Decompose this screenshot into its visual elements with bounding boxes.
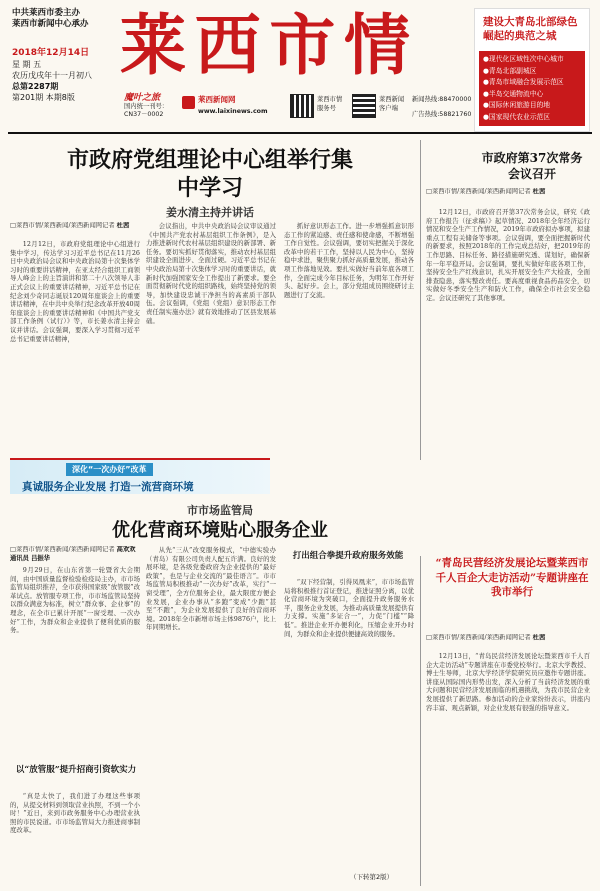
ad-hotline: 广告热线:58821760 bbox=[412, 110, 472, 118]
market-byline bbox=[10, 546, 140, 563]
issue-total: 总第2287期 bbox=[12, 82, 59, 91]
nav-item: ●半岛交通物流中心 bbox=[483, 89, 544, 98]
forum-body bbox=[426, 652, 590, 884]
forum-headline: “青岛民营经济发展论坛暨莱西市千人百企大走访活动”专题讲座在我市举行 bbox=[435, 557, 589, 598]
market-col-2 bbox=[146, 546, 276, 884]
forum-paragraph: 12月13日，“青岛民营经济发展论坛暨莱西市千人百企大走访活动”专题讲座在市委党校举行。北京大学教授、博士生导师，北京大学经济学院研究员应邀作专题讲座。讲座从国际国内形势出发，深入分析了当前经济发展的重大问题和民营经济发展面临的机遇挑战，为我市民营企业发展提供了新思路。参加活动的企业家纷纷表示，讲座内容丰富、观点新颖，对企业发展有很强的指导意义。 bbox=[426, 652, 590, 712]
byline-name: 高欢欢 通讯员 吕振华 bbox=[10, 546, 136, 562]
newspaper-title bbox=[120, 4, 410, 86]
subsection-title: 以“放管服”提升招商引资软实力 bbox=[15, 765, 137, 775]
masthead-divider bbox=[8, 132, 592, 134]
banner-title: 真诚服务企业发展 打造一流营商环境 bbox=[22, 481, 194, 493]
title-char-2: 西 bbox=[194, 6, 261, 84]
market-col-1 bbox=[10, 566, 140, 762]
byline-prefix: □莱西市情/莱西新闻/莱西新闻网记者 bbox=[10, 222, 115, 229]
nav-item: ●国家现代农业示范区 bbox=[483, 112, 551, 121]
lead-paragraph: 会议指出，中共中央政治局会议审议通过《中国共产党农村基层组织工作条例》，是入力推进新时代农村基层组织建设的新部署、新任务。要切实抓好贯彻落实，推动农村基层组织建设全面进步、全面过硬。习近平总书记在中央政治局第十次集体学习时的重要讲话，就新时代加强国家安全工作提出了新要求。要全面贯彻新时代党的组织路线，始终坚持党的领导，加快建设忠诚干净担当的高素质干部队伍。会议强调，《党组（党组）意识形态工作责任制实施办法》就有效地推动了区县发展基础。 bbox=[146, 222, 276, 325]
website-icon bbox=[182, 96, 195, 109]
app-qr-block bbox=[352, 94, 408, 126]
website-name: 莱西新闻网 bbox=[198, 95, 236, 104]
lead-headline: 市政府党组理论中心组举行集中学习 bbox=[66, 147, 353, 201]
brand-logo bbox=[124, 94, 176, 126]
market-col-3 bbox=[284, 578, 414, 868]
info-strip bbox=[120, 92, 470, 128]
byline-prefix: □莱西市情/莱西新闻/莱西新闻网记者 bbox=[10, 546, 115, 553]
market-paragraph: 9月29日，在山东省第一轮暨省大会期间，由中国质量监督检验检疫局主办，市市场监管局组织推荐，全市获得国家级“放管服”改革试点。放管服专项工作，市市场监管局坚持以群众满意为标准，树立“群众事、企业事”的理念，在全市已累计开展“一窗受理、一次办好”工作，为群众和企业提供了便利优质的服务。 bbox=[10, 566, 140, 635]
nav-item: ●青岛北部副城区 bbox=[483, 66, 537, 75]
cn-code-label: 国内统一刊号： bbox=[124, 102, 169, 110]
market-headline: 优化营商环境贴心服务企业 bbox=[112, 520, 328, 541]
nav-item: ●青岛市域融合发展示范区 bbox=[483, 78, 564, 86]
market-paragraph: 从先“三从”改变服务模式，“中德实验办（青岛）有限公司负责人配五许满。良好的发展环境，是各级党委政府为企业提供的“最好政策”，也是与企业交流的“最佳语言”。市市场监管局积极推动“一次办好”改革，实行“一窗受理”，全方位服务企业，最大限度方便企业发展，企业办事从“多跑”变成“少跑”甚至“不跑”，为企业发展提供了良好的营商环境。2018年全市新增市场主体9876户，比上年同期增长。 bbox=[146, 546, 276, 632]
byline-name: 杜茜 bbox=[532, 634, 546, 641]
masthead-info bbox=[12, 8, 114, 103]
cn-code: CN37－0002 bbox=[124, 111, 164, 118]
lead-col-2 bbox=[146, 222, 276, 455]
side-section-title: 打出组合拳提升政府服务效能 bbox=[292, 551, 404, 561]
market-paragraph: “双下经营制，引得凤凰来”，市市场监管局将积极推行首证登记，推进证照分离，以优化营商环境为突破口，全面提升政务服务水平，服务企业发展，为推动高质量发展提供有力支撑。实施“多证合一”，力促“门槛”“降低”。推进企业开办便利化，压缩企业开办时间，为群众和企业提供便捷高效的服务。 bbox=[284, 578, 414, 638]
lead-col-1 bbox=[10, 240, 140, 455]
nav-item: ●国际休闲旅游目的地 bbox=[483, 101, 551, 109]
market-col-1b bbox=[10, 792, 140, 884]
hotlines bbox=[412, 96, 492, 119]
slogan-text: 建设大青岛北部绿色崛起的典范之城 bbox=[483, 16, 578, 42]
title-char-4: 情 bbox=[343, 6, 410, 84]
lead-col-3 bbox=[284, 222, 414, 455]
wechat-label: 莱西市情服务号 bbox=[317, 96, 343, 112]
lead-paragraph: 抓好意识形态工作。进一步增强抓意识形态工作的紧迫感、责任感和使命感，不断增强工作自觉性。会议强调，要切实把握关于深化改革中的若干工作，坚持以人民为中心，坚持稳中求进，聚焦聚力抓好高质量发展，推动各项工作落地见效。要扎实做好当前年底各项工作，全面完成今年目标任务，为明年工作开好头、起好步。会上，部分党组成员围绕研讨主题进行了交流。 bbox=[284, 222, 414, 299]
issue-lunar: 农历戊戌年十一月初八 bbox=[12, 71, 92, 80]
qr-code-icon bbox=[290, 94, 314, 118]
app-label: 莱西新闻客户端 bbox=[379, 96, 405, 112]
issue-weekday: 星 期 五 bbox=[12, 60, 42, 69]
meeting-body bbox=[426, 208, 590, 548]
meeting-paragraph: 12月12日，市政府召开第37次常务会议，研究《政府工作报告（征求稿）》起草情况、2018年全年经济运行情况和安全生产工作情况，2019年市政府拟办事项，拟建重点工程有关储备等事项。会议强调，要全面把握新时代的新要求，按照2018年的工作完成总结好，把2019年的工作思路、目标任务、路径措施研究透、谋划好，确保新年一年平稳开局。会议强调，要扎实做好年底各项工作，坚持安全生产红线意识，扎实开展安全生产大检查，全面排查隐患，落实整改责任。要高度重视食品药品安全，切实做好冬季安全生产和防火工作，确保全市社会安全稳定。会议还研究了其他事项。 bbox=[426, 208, 590, 302]
meeting-byline bbox=[426, 188, 590, 197]
lead-byline bbox=[10, 222, 140, 231]
byline-prefix: □莱西市情/莱西新闻/莱西新闻网记者 bbox=[426, 634, 531, 641]
market-kicker: 市市场监管局 bbox=[187, 504, 253, 517]
banner-tag: 深化“一次办好”改革 bbox=[66, 463, 153, 476]
lead-subhead: 姜水清主持并讲话 bbox=[166, 206, 254, 219]
nav-list bbox=[479, 51, 585, 126]
byline-prefix: □莱西市情/莱西新闻/莱西新闻网记者 bbox=[426, 188, 531, 195]
issue-date: 2018年12月14日 bbox=[12, 48, 90, 58]
column-rule bbox=[420, 556, 421, 886]
qr-code-icon bbox=[352, 94, 376, 118]
column-rule bbox=[420, 140, 421, 460]
publisher-line2: 莱西市新闻中心承办 bbox=[12, 19, 89, 29]
byline-name: 杜茜 bbox=[116, 222, 130, 229]
issue-week: 第201期 本期8版 bbox=[12, 93, 75, 102]
byline-name: 杜茜 bbox=[532, 188, 546, 195]
wechat-qr-block bbox=[290, 94, 346, 126]
title-char-1: 莱 bbox=[120, 6, 186, 84]
nav-item: ●现代化区域性次中心城市 bbox=[483, 55, 564, 63]
website-block[interactable] bbox=[182, 94, 282, 126]
lead-paragraph: 12月12日，市政府党组理论中心组进行集中学习，传达学习习近平总书记在11月26日中央政治局会议和中央政治局第十次集体学习时的重要讲话精神，在亚太经合组织工商领导人峰会上的主旨演讲和第二十八次领导人非正式会议上的重要讲话精神，习近平总书记在纪念刘少奇同志诞辰120周年座谈会上的重要讲话精神，在中共中央举行纪念改革开放40周年座谈会上的重要讲话精神和《中国共产党支部工作条例（试行）》等，市长姜水清主持会议并讲话。会议强调，要深入学习贯彻习近平总书记重要讲话精神， bbox=[10, 240, 140, 343]
publisher-line1: 中共莱西市委主办 bbox=[12, 8, 81, 18]
meeting-headline: 市政府第37次常务会议召开 bbox=[481, 151, 583, 181]
website-url: www.laixinews.com bbox=[198, 108, 268, 115]
reform-banner bbox=[10, 458, 270, 494]
continued-note[interactable]: （下转第2版） bbox=[350, 873, 394, 881]
logo-text: 魔叶之旅 bbox=[124, 93, 161, 103]
news-hotline: 新闻热线:88470000 bbox=[412, 96, 472, 103]
forum-byline bbox=[426, 634, 590, 643]
title-char-3: 市 bbox=[269, 6, 336, 84]
market-paragraph: “真是太快了，我们进了办理这些事项的，从提交材料到领取营业执照，不到一个小时！”近日，来到市政务服务中心办理营业执照的市民说道。市市场监管局大力推进商事制度改革。 bbox=[10, 792, 140, 835]
